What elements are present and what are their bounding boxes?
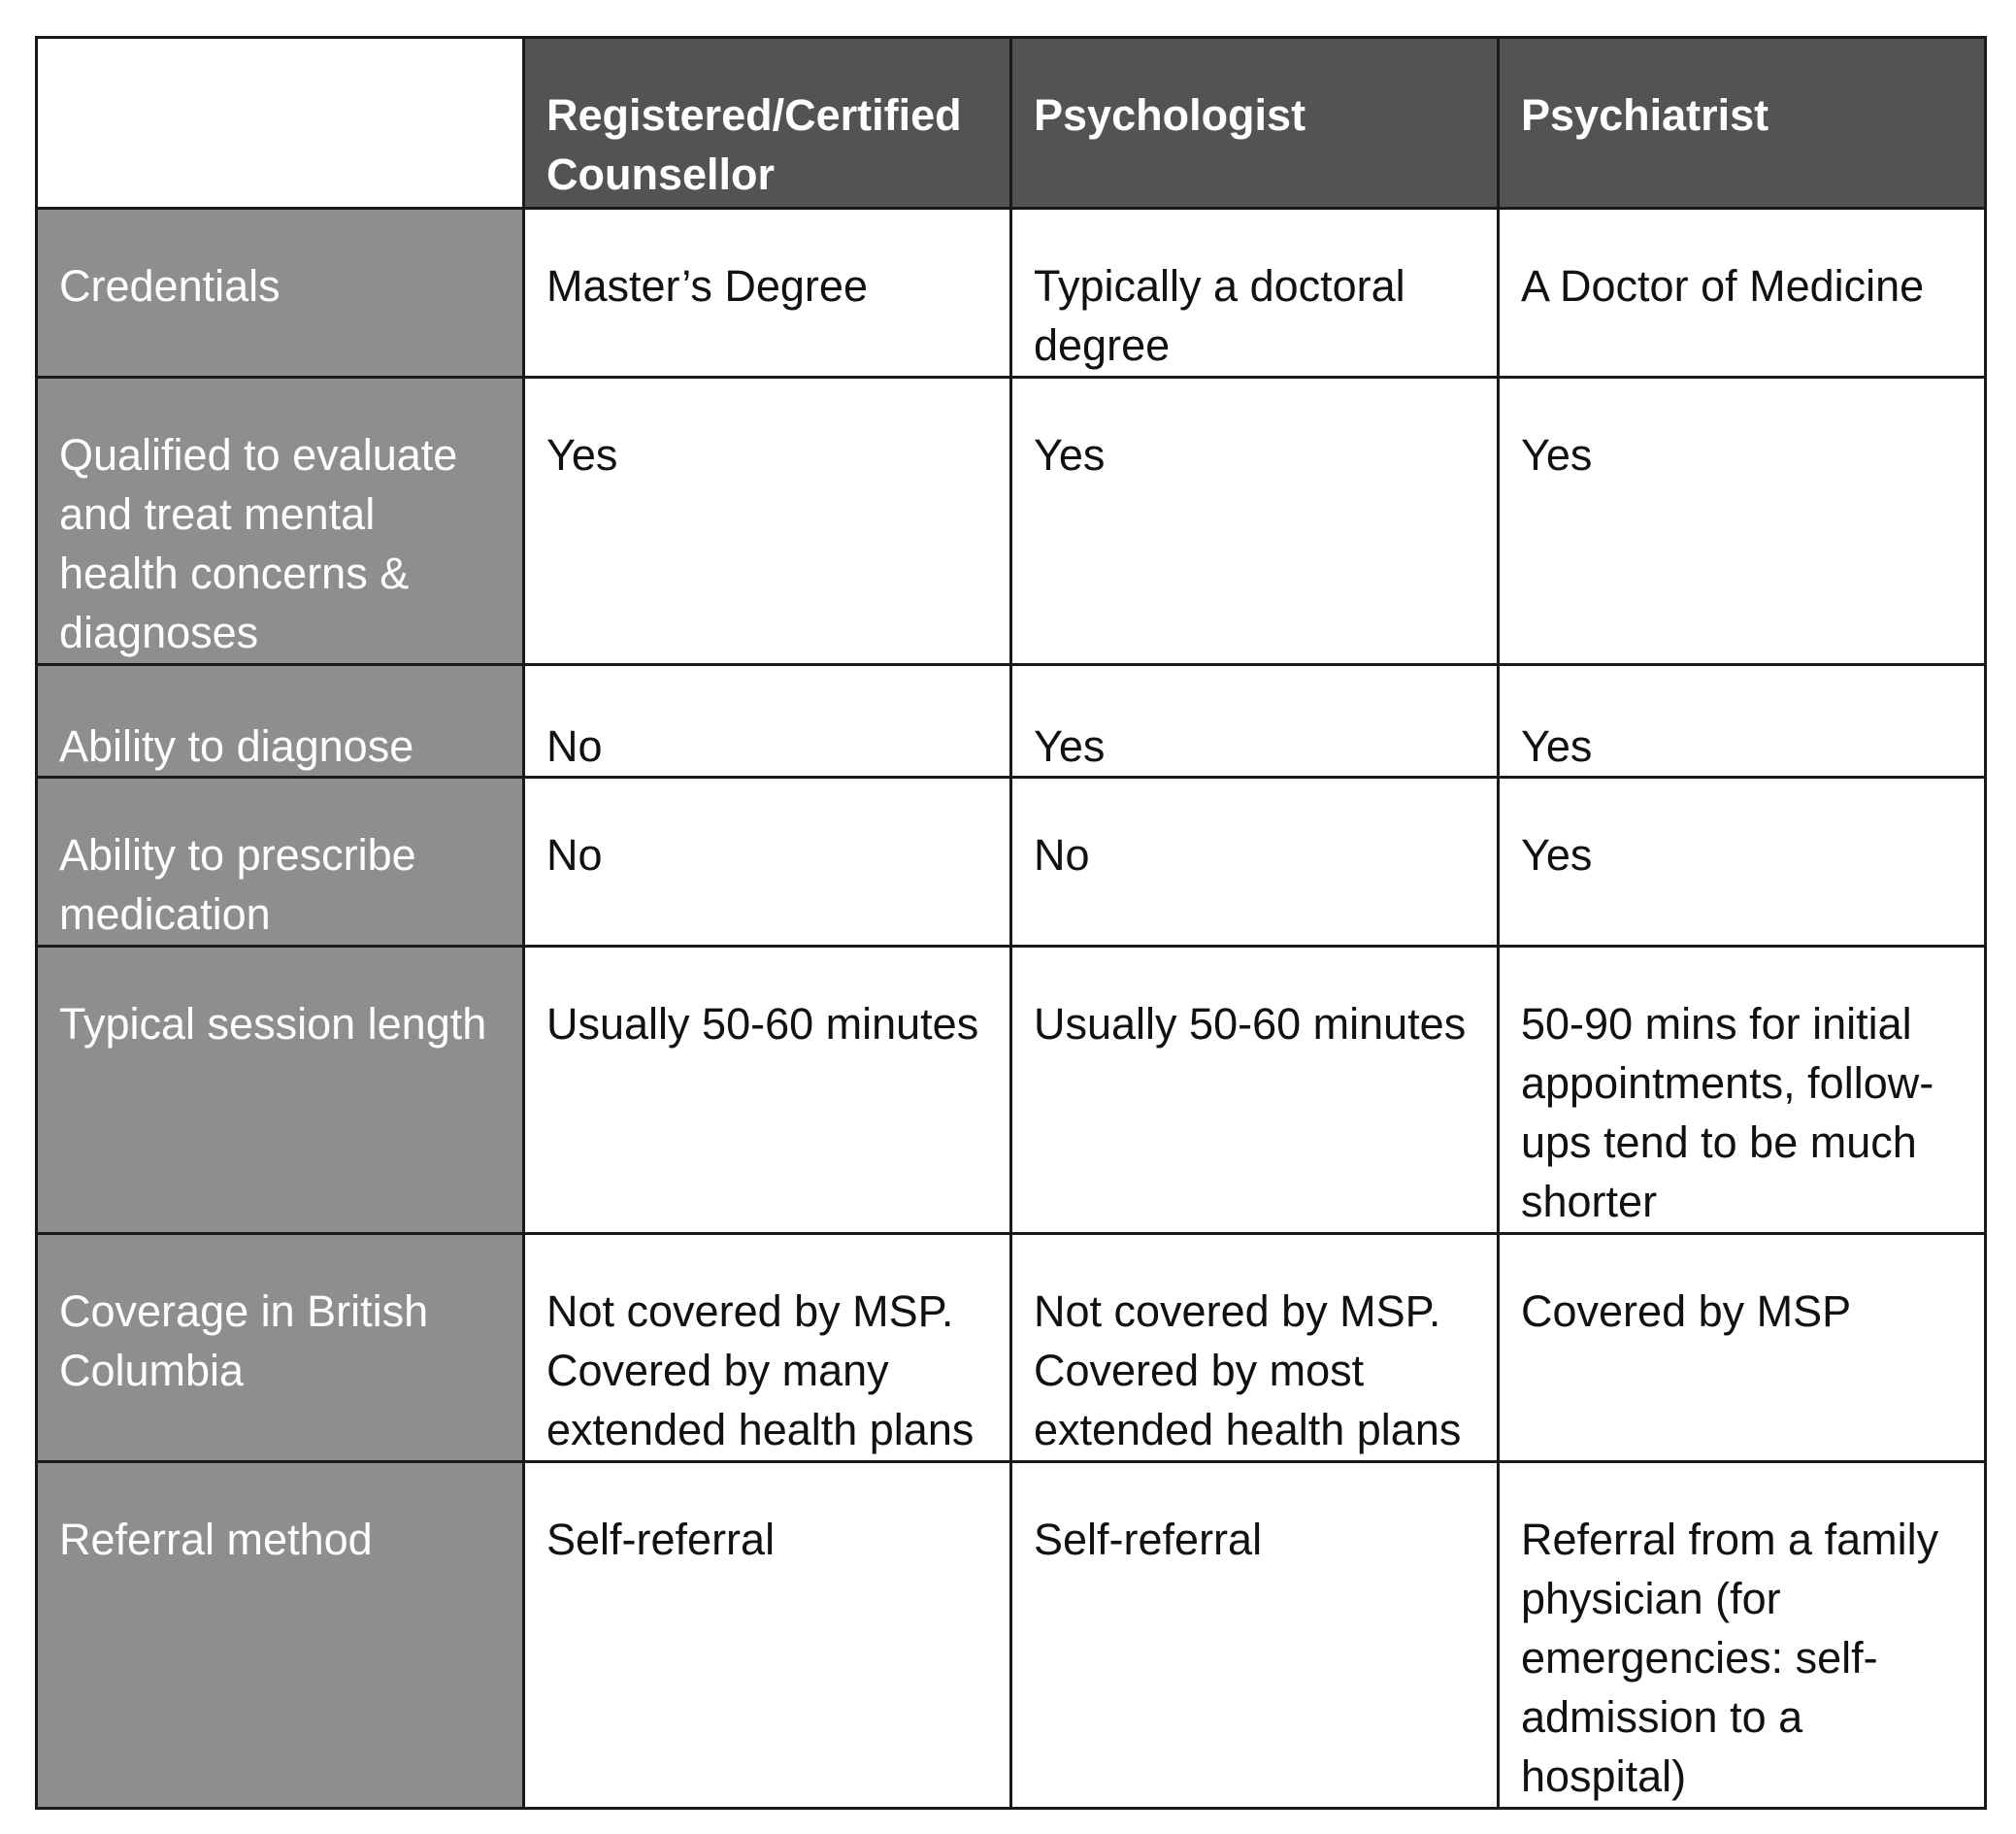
table-row xyxy=(37,947,1986,1234)
column-header-counsellor: Registered/Certified Counsellor xyxy=(524,38,1011,209)
table-cell: Not covered by MSP. Covered by many extended health plans xyxy=(524,1234,1011,1462)
corner-cell xyxy=(37,38,524,209)
column-header-psychologist: Psychologist xyxy=(1011,38,1499,209)
table-row xyxy=(37,1234,1986,1462)
row-label-session-length: Typical session length xyxy=(37,947,524,1234)
table-cell: No xyxy=(524,665,1011,778)
table-cell: Referral from a family physician (for emergencies: self-admission to a hospital) xyxy=(1499,1462,1986,1809)
row-label-qualified: Qualified to evaluate and treat mental health concerns & diagnoses xyxy=(37,378,524,665)
row-label-diagnose: Ability to diagnose xyxy=(37,665,524,778)
header-row xyxy=(37,38,1986,209)
comparison-table xyxy=(35,36,1987,1810)
table-cell: Usually 50-60 minutes xyxy=(1011,947,1499,1234)
table-cell: Master’s Degree xyxy=(524,209,1011,378)
table-cell: No xyxy=(1011,778,1499,947)
table-row xyxy=(37,1462,1986,1809)
table-row xyxy=(37,209,1986,378)
table-row xyxy=(37,665,1986,778)
table-cell: No xyxy=(524,778,1011,947)
table-cell: A Doctor of Medicine xyxy=(1499,209,1986,378)
table-cell: Covered by MSP xyxy=(1499,1234,1986,1462)
table-cell: 50-90 mins for initial appointments, follow-ups tend to be much shorter xyxy=(1499,947,1986,1234)
row-label-coverage: Coverage in British Columbia xyxy=(37,1234,524,1462)
table-cell: Yes xyxy=(1499,665,1986,778)
column-header-psychiatrist: Psychiatrist xyxy=(1499,38,1986,209)
row-label-credentials: Credentials xyxy=(37,209,524,378)
row-label-referral: Referral method xyxy=(37,1462,524,1809)
table-cell: Self-referral xyxy=(1011,1462,1499,1809)
table-row xyxy=(37,778,1986,947)
table-cell: Self-referral xyxy=(524,1462,1011,1809)
row-label-prescribe: Ability to prescribe medication xyxy=(37,778,524,947)
table-cell: Yes xyxy=(1499,778,1986,947)
table-cell: Not covered by MSP. Covered by most extended health plans xyxy=(1011,1234,1499,1462)
table-cell: Usually 50-60 minutes xyxy=(524,947,1011,1234)
table-cell: Yes xyxy=(1011,378,1499,665)
table-cell: Yes xyxy=(1499,378,1986,665)
table-cell: Yes xyxy=(524,378,1011,665)
table-row xyxy=(37,378,1986,665)
table-cell: Yes xyxy=(1011,665,1499,778)
table-cell: Typically a doctoral degree xyxy=(1011,209,1499,378)
